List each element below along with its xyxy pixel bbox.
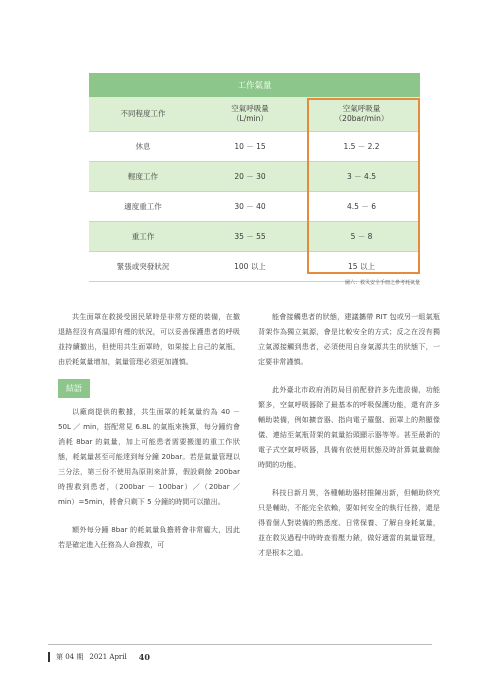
issue-date: 2021 April <box>89 653 127 661</box>
page-footer <box>48 652 150 662</box>
table-cell: 100 以上 <box>234 261 266 271</box>
table-cell: 休息 <box>135 141 151 151</box>
table-cell: 緊張或突發狀況 <box>116 261 170 271</box>
footer-divider <box>48 644 432 645</box>
section-heading: 結語 <box>58 379 90 398</box>
body-paragraph: 以廠商提供的數據，共生面罩的耗氣量約為 40 － 50L ／ min，搭配常見 6.8L 的氣瓶來換算，每分鐘約會消耗 8bar 的氣量，加上可能患者需要搬運的重工作狀態，耗氣量甚至可能達到每分鐘 20bar。若是氣量管理以三分法，第三份不使用為原則來計算，假設剩餘 200bar 時搜救到患者，（200bar － 100bar）／（20bar ／ min）=5min，將會只剩下 5 分鐘的時間可以撤出。 <box>58 407 240 506</box>
table-cell: 15 以上 <box>348 261 375 271</box>
table-cell: 重工作 <box>131 231 155 241</box>
table-header-cell: 空氣呼吸量 （20bar/min） <box>334 104 389 123</box>
table-cell: 20 － 30 <box>234 171 266 181</box>
body-paragraph: 科技日新月異，各種輔助器材推陳出新，但輔助終究只是輔助，不能完全依賴，要如何安全的執行任務，還是得看個人對裝備的熟悉度、日常保養、了解自身耗氣量，並在救災過程中時時查看壓力錶，做好適當的氣量管理，才是根本之道。 <box>258 488 440 557</box>
footer-bar <box>48 652 50 662</box>
table-row <box>89 252 420 282</box>
table-cell: 5 － 8 <box>350 231 373 241</box>
table-header-cell: 空氣呼吸量 （L/min） <box>231 104 269 123</box>
page-number: 40 <box>138 652 150 662</box>
table-cell: 1.5 － 2.2 <box>343 141 380 151</box>
table-row <box>89 222 420 252</box>
table-cell: 10 － 15 <box>234 141 266 151</box>
table-header-cell: 不同程度工作 <box>120 109 166 118</box>
table-row <box>89 192 420 222</box>
air-consumption-table <box>89 73 420 282</box>
table-title: 工作氣量 <box>89 73 420 97</box>
table-cell: 適度重工作 <box>124 201 162 211</box>
left-text-column <box>58 309 240 552</box>
table-source-caption: 圖六：救災安全手冊之參考耗氣量 <box>344 280 420 286</box>
body-paragraph: 共生面罩在救援受困民眾時是非常方便的裝備，在撤退路徑沒有高溫即有煙的狀況，可以妥善保護患者的呼吸並持續撤出，但使用共生面罩時，如果接上自己的氣瓶，由於耗氣量增加，氣量管理必須更加謹慎。 <box>58 312 240 366</box>
table-cell: 輕度工作 <box>128 171 158 181</box>
table-row <box>89 162 420 192</box>
body-paragraph: 此外臺北市政府消防局目前配發許多先進設備，功能繁多，空氣呼吸器除了最基本的呼吸保護功能，還有許多輔助裝備，例如擴音器、指向電子羅盤、面罩上的熱顯像儀、連結至氣瓶背架的氣量抬頭顯示器等等。甚至最新的電子式空氣呼吸器，具備有依使用狀態及時計算氣量剩餘時間的功能。 <box>258 385 440 469</box>
table-header-row <box>89 97 420 132</box>
table-row <box>89 132 420 162</box>
table-cell: 4.5 － 6 <box>347 201 376 211</box>
table-cell: 35 － 55 <box>234 231 266 241</box>
right-text-column <box>258 309 440 560</box>
table-cell: 3 － 4.5 <box>347 171 376 181</box>
issue-number: 第 04 期 <box>56 653 84 661</box>
body-paragraph: 能會接觸患者的狀態，建議攜帶 RIT 包或另一組氣瓶背架作為獨立氣源，會是比較安全的方式；反之在沒有獨立氣源接觸到患者，必須使用自身氣源共生的狀態下，一定要非常謹慎。 <box>258 312 440 366</box>
table-cell: 30 － 40 <box>234 201 266 211</box>
body-paragraph: 額外每分鐘 8bar 的耗氣量負擔將會非常龐大，因此若是確定進入任務為人命搜救，可 <box>58 525 240 549</box>
